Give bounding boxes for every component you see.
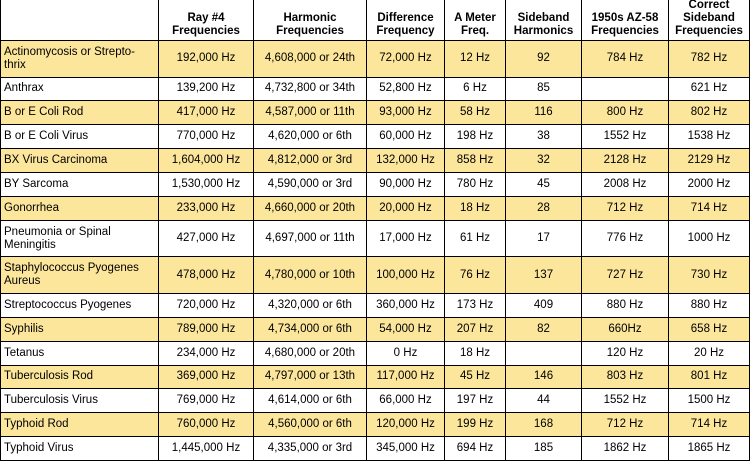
cell-ray4-frequency: 139,200 Hz [159, 77, 254, 101]
header-cell-sideband-harmonics: Sideband Harmonics [506, 0, 582, 41]
cell-name: Typhoid Virus [1, 437, 159, 461]
cell-correct-sideband-frequency: 880 Hz [669, 293, 750, 317]
cell-sideband-harmonics [506, 341, 582, 365]
table-row [1, 220, 750, 257]
cell-difference-frequency: 60,000 Hz [367, 125, 445, 149]
table-row [1, 257, 750, 294]
cell-correct-sideband-frequency: 714 Hz [669, 196, 750, 220]
cell-correct-sideband-frequency: 802 Hz [669, 101, 750, 125]
cell-correct-sideband-frequency: 730 Hz [669, 257, 750, 294]
cell-a-meter-frequency: 199 Hz [445, 413, 506, 437]
cell-az58-frequency: 800 Hz [582, 101, 669, 125]
cell-name: Gonorrhea [1, 196, 159, 220]
cell-harmonic-frequency: 4,587,000 or 11th [254, 101, 367, 125]
cell-sideband-harmonics: 28 [506, 196, 582, 220]
cell-difference-frequency: 0 Hz [367, 341, 445, 365]
cell-az58-frequency: 1552 Hz [582, 125, 669, 149]
cell-sideband-harmonics: 116 [506, 101, 582, 125]
cell-correct-sideband-frequency: 801 Hz [669, 365, 750, 389]
cell-az58-frequency: 784 Hz [582, 41, 669, 78]
cell-a-meter-frequency: 780 Hz [445, 173, 506, 197]
table-row [1, 317, 750, 341]
cell-ray4-frequency: 770,000 Hz [159, 125, 254, 149]
cell-az58-frequency: 776 Hz [582, 220, 669, 257]
cell-ray4-frequency: 760,000 Hz [159, 413, 254, 437]
cell-a-meter-frequency: 207 Hz [445, 317, 506, 341]
cell-correct-sideband-frequency: 621 Hz [669, 77, 750, 101]
cell-az58-frequency: 803 Hz [582, 365, 669, 389]
table-row [1, 365, 750, 389]
cell-a-meter-frequency: 18 Hz [445, 341, 506, 365]
cell-a-meter-frequency: 61 Hz [445, 220, 506, 257]
cell-a-meter-frequency: 198 Hz [445, 125, 506, 149]
cell-harmonic-frequency: 4,732,800 or 34th [254, 77, 367, 101]
cell-ray4-frequency: 192,000 Hz [159, 41, 254, 78]
table-row [1, 293, 750, 317]
header-cell-correct-sideband: Correct Sideband Frequencies [669, 0, 750, 41]
cell-correct-sideband-frequency: 20 Hz [669, 341, 750, 365]
cell-sideband-harmonics: 82 [506, 317, 582, 341]
cell-ray4-frequency: 769,000 Hz [159, 389, 254, 413]
cell-name: BX Virus Carcinoma [1, 149, 159, 173]
cell-sideband-harmonics: 44 [506, 389, 582, 413]
cell-az58-frequency: 2128 Hz [582, 149, 669, 173]
cell-ray4-frequency: 720,000 Hz [159, 293, 254, 317]
cell-difference-frequency: 54,000 Hz [367, 317, 445, 341]
cell-correct-sideband-frequency: 1865 Hz [669, 437, 750, 461]
cell-sideband-harmonics: 168 [506, 413, 582, 437]
cell-harmonic-frequency: 4,320,000 or 6th [254, 293, 367, 317]
cell-difference-frequency: 120,000 Hz [367, 413, 445, 437]
cell-ray4-frequency: 369,000 Hz [159, 365, 254, 389]
table-row [1, 77, 750, 101]
table-row [1, 149, 750, 173]
cell-difference-frequency: 100,000 Hz [367, 257, 445, 294]
header-cell-ray4: Ray #4 Frequencies [159, 0, 254, 41]
cell-ray4-frequency: 1,530,000 Hz [159, 173, 254, 197]
table-row [1, 389, 750, 413]
cell-ray4-frequency: 789,000 Hz [159, 317, 254, 341]
cell-a-meter-frequency: 12 Hz [445, 41, 506, 78]
cell-name: B or E Coli Virus [1, 125, 159, 149]
cell-sideband-harmonics: 38 [506, 125, 582, 149]
cell-name: BY Sarcoma [1, 173, 159, 197]
cell-difference-frequency: 17,000 Hz [367, 220, 445, 257]
cell-az58-frequency: 1552 Hz [582, 389, 669, 413]
cell-harmonic-frequency: 4,335,000 or 3rd [254, 437, 367, 461]
table-row [1, 173, 750, 197]
cell-harmonic-frequency: 4,812,000 or 3rd [254, 149, 367, 173]
header-cell-a-meter: A Meter Freq. [445, 0, 506, 41]
cell-a-meter-frequency: 6 Hz [445, 77, 506, 101]
cell-correct-sideband-frequency: 1000 Hz [669, 220, 750, 257]
table-row [1, 413, 750, 437]
cell-correct-sideband-frequency: 782 Hz [669, 41, 750, 78]
cell-name: Syphilis [1, 317, 159, 341]
cell-a-meter-frequency: 858 Hz [445, 149, 506, 173]
cell-a-meter-frequency: 18 Hz [445, 196, 506, 220]
cell-a-meter-frequency: 58 Hz [445, 101, 506, 125]
cell-ray4-frequency: 427,000 Hz [159, 220, 254, 257]
cell-correct-sideband-frequency: 2000 Hz [669, 173, 750, 197]
cell-sideband-harmonics: 137 [506, 257, 582, 294]
cell-difference-frequency: 72,000 Hz [367, 41, 445, 78]
cell-correct-sideband-frequency: 714 Hz [669, 413, 750, 437]
cell-sideband-harmonics: 92 [506, 41, 582, 78]
cell-ray4-frequency: 478,000 Hz [159, 257, 254, 294]
cell-difference-frequency: 90,000 Hz [367, 173, 445, 197]
cell-name: Staphylococcus Pyogenes Aureus [1, 257, 159, 294]
table-body [1, 41, 750, 461]
cell-name: Pneumonia or Spinal Meningitis [1, 220, 159, 257]
cell-az58-frequency: 712 Hz [582, 413, 669, 437]
table-row [1, 41, 750, 78]
table-row [1, 341, 750, 365]
cell-sideband-harmonics: 409 [506, 293, 582, 317]
header-cell-az58: 1950s AZ-58 Frequencies [582, 0, 669, 41]
cell-difference-frequency: 52,800 Hz [367, 77, 445, 101]
header-cell-harmonic: Harmonic Frequencies [254, 0, 367, 41]
cell-sideband-harmonics: 32 [506, 149, 582, 173]
table-row [1, 437, 750, 461]
cell-name: Typhoid Rod [1, 413, 159, 437]
header-cell-difference: Difference Frequency [367, 0, 445, 41]
cell-sideband-harmonics: 146 [506, 365, 582, 389]
cell-ray4-frequency: 1,445,000 Hz [159, 437, 254, 461]
cell-difference-frequency: 93,000 Hz [367, 101, 445, 125]
cell-ray4-frequency: 233,000 Hz [159, 196, 254, 220]
cell-a-meter-frequency: 76 Hz [445, 257, 506, 294]
cell-sideband-harmonics: 17 [506, 220, 582, 257]
cell-correct-sideband-frequency: 1500 Hz [669, 389, 750, 413]
cell-harmonic-frequency: 4,608,000 or 24th [254, 41, 367, 78]
cell-sideband-harmonics: 45 [506, 173, 582, 197]
cell-harmonic-frequency: 4,660,000 or 20th [254, 196, 367, 220]
cell-a-meter-frequency: 694 Hz [445, 437, 506, 461]
cell-az58-frequency: 880 Hz [582, 293, 669, 317]
cell-az58-frequency: 727 Hz [582, 257, 669, 294]
cell-name: B or E Coli Rod [1, 101, 159, 125]
cell-difference-frequency: 132,000 Hz [367, 149, 445, 173]
cell-sideband-harmonics: 185 [506, 437, 582, 461]
cell-harmonic-frequency: 4,780,000 or 10th [254, 257, 367, 294]
cell-ray4-frequency: 234,000 Hz [159, 341, 254, 365]
cell-correct-sideband-frequency: 658 Hz [669, 317, 750, 341]
cell-sideband-harmonics: 85 [506, 77, 582, 101]
header-cell-name [1, 0, 159, 41]
cell-harmonic-frequency: 4,697,000 or 11th [254, 220, 367, 257]
cell-harmonic-frequency: 4,614,000 or 6th [254, 389, 367, 413]
cell-difference-frequency: 117,000 Hz [367, 365, 445, 389]
cell-correct-sideband-frequency: 1538 Hz [669, 125, 750, 149]
cell-harmonic-frequency: 4,590,000 or 3rd [254, 173, 367, 197]
cell-harmonic-frequency: 4,680,000 or 20th [254, 341, 367, 365]
cell-a-meter-frequency: 45 Hz [445, 365, 506, 389]
cell-name: Actinomycosis or Strepto- thrix [1, 41, 159, 78]
cell-name: Tetanus [1, 341, 159, 365]
cell-difference-frequency: 360,000 Hz [367, 293, 445, 317]
table-row [1, 101, 750, 125]
cell-name: Anthrax [1, 77, 159, 101]
cell-ray4-frequency: 417,000 Hz [159, 101, 254, 125]
cell-a-meter-frequency: 173 Hz [445, 293, 506, 317]
cell-harmonic-frequency: 4,620,000 or 6th [254, 125, 367, 149]
cell-harmonic-frequency: 4,560,000 or 6th [254, 413, 367, 437]
cell-az58-frequency: 1862 Hz [582, 437, 669, 461]
cell-harmonic-frequency: 4,734,000 or 6th [254, 317, 367, 341]
cell-difference-frequency: 20,000 Hz [367, 196, 445, 220]
cell-correct-sideband-frequency: 2129 Hz [669, 149, 750, 173]
cell-difference-frequency: 66,000 Hz [367, 389, 445, 413]
cell-az58-frequency [582, 77, 669, 101]
cell-name: Tuberculosis Virus [1, 389, 159, 413]
cell-az58-frequency: 120 Hz [582, 341, 669, 365]
cell-az58-frequency: 660Hz [582, 317, 669, 341]
table-row [1, 196, 750, 220]
cell-az58-frequency: 712 Hz [582, 196, 669, 220]
cell-az58-frequency: 2008 Hz [582, 173, 669, 197]
cell-ray4-frequency: 1,604,000 Hz [159, 149, 254, 173]
cell-name: Tuberculosis Rod [1, 365, 159, 389]
cell-name: Streptococcus Pyogenes [1, 293, 159, 317]
cell-difference-frequency: 345,000 Hz [367, 437, 445, 461]
cell-a-meter-frequency: 197 Hz [445, 389, 506, 413]
table-row [1, 125, 750, 149]
cell-harmonic-frequency: 4,797,000 or 13th [254, 365, 367, 389]
header-row [1, 0, 750, 41]
